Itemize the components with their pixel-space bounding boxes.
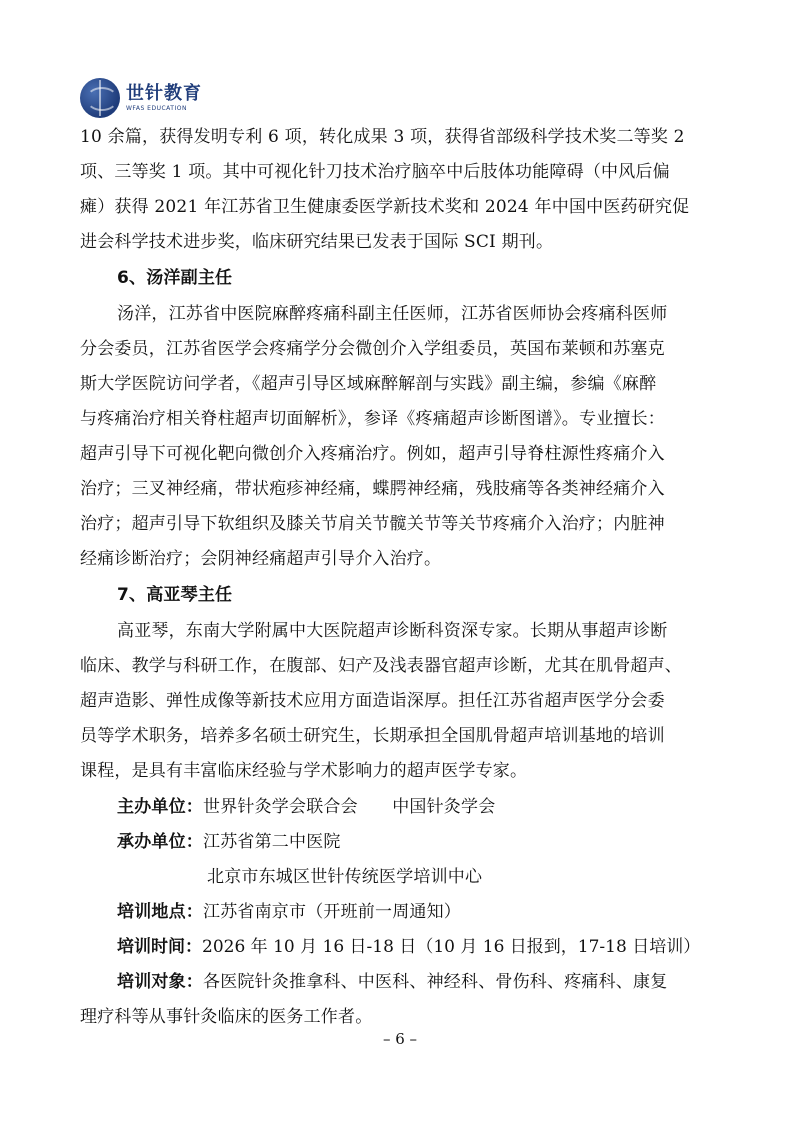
logo-subtitle: WFAS EDUCATION bbox=[126, 104, 187, 112]
time-row bbox=[117, 935, 757, 959]
body-text-line: 临床、教学与科研工作，在腹部、妇产及浅表器官超声诊断，尤其在肌骨超声、 bbox=[80, 656, 682, 676]
body-text-line: 治疗；超声引导下软组织及膝关节肩关节髋关节等关节疼痛介入治疗；内脏神 bbox=[80, 514, 665, 534]
body-text-line: 员等学术职务，培养多名硕士研究生，长期承担全国肌骨超声培训基地的培训 bbox=[80, 726, 665, 746]
location-value: 江苏省南京市（开班前一周通知） bbox=[203, 902, 461, 922]
globe-logo-icon bbox=[80, 78, 120, 118]
body-text-line: 治疗；三叉神经痛，带状疱疹神经痛，蝶腭神经痛，残肢痛等各类神经痛介入 bbox=[80, 479, 665, 499]
body-text-line: 斯大学医院访问学者，《超声引导区域麻醉解剖与实践》副主编，参编《麻醉 bbox=[80, 374, 657, 394]
body-text-line: 超声造影、弹性成像等新技术应用方面造诣深厚。担任江苏省超声医学分会委 bbox=[80, 691, 665, 711]
body-text-line: 与疼痛治疗相关脊柱超声切面解析》，参译《疼痛超声诊断图谱》。专业擅长： bbox=[80, 409, 665, 429]
body-text-line: 汤洋，江苏省中医院麻醉疼痛科副主任医师，江苏省医师协会疼痛科医师 bbox=[117, 304, 668, 324]
target-value: 各医院针灸推拿科、中医科、神经科、骨伤科、疼痛科、康复 bbox=[203, 972, 668, 992]
body-text-line: 经痛诊断治疗；会阴神经痛超声引导介入治疗。 bbox=[80, 549, 442, 569]
body-text-line: 课程，是具有丰富临床经验与学术影响力的超声医学专家。 bbox=[80, 761, 528, 781]
host-label: 主办单位： bbox=[117, 797, 203, 817]
body-text-line: 分会委员，江苏省医学会疼痛学分会微创介入学组委员，英国布莱顿和苏塞克 bbox=[80, 339, 665, 359]
page-number: – 6 – bbox=[382, 1030, 418, 1048]
body-text-line: 10 余篇，获得发明专利 6 项，转化成果 3 项，获得省部级科学技术奖二等奖 2 bbox=[80, 127, 685, 147]
time-value: 2026 年 10 月 16 日-18 日（10 月 16 日报到，17-18 日培训） bbox=[202, 937, 701, 957]
organizer-value: 江苏省第二中医院 bbox=[203, 832, 341, 852]
time-label: 培训时间： bbox=[117, 937, 202, 957]
host-value: 世界针灸学会联合会 中国针灸学会 bbox=[203, 797, 496, 817]
body-text-line: 进会科学技术进步奖，临床研究结果已发表于国际 SCI 期刊。 bbox=[80, 232, 554, 252]
organizer-value-2: 北京市东城区世针传统医学培训中心 bbox=[207, 867, 483, 887]
location-label: 培训地点： bbox=[117, 902, 203, 922]
body-text-line: 高亚琴，东南大学附属中大医院超声诊断科资深专家。长期从事超声诊断 bbox=[117, 621, 668, 641]
target-label: 培训对象： bbox=[117, 972, 203, 992]
target-value-2: 理疗科等从事针灸临床的医务工作者。 bbox=[80, 1007, 373, 1027]
logo-title: 世针教育 bbox=[126, 82, 202, 104]
location-row bbox=[117, 900, 757, 924]
organizer-row bbox=[117, 830, 757, 854]
wfas-education-logo bbox=[80, 78, 202, 118]
section-heading-gao-yaqin: 7、高亚琴主任 bbox=[117, 585, 233, 605]
section-heading-tang-yang: 6、汤洋副主任 bbox=[117, 268, 233, 288]
body-text-line: 超声引导下可视化靶向微创介入疼痛治疗。例如，超声引导脊柱源性疼痛介入 bbox=[80, 444, 665, 464]
body-text-line: 项、三等奖 1 项。其中可视化针刀技术治疗脑卒中后肢体功能障碍（中风后偏 bbox=[80, 162, 670, 182]
host-row bbox=[117, 795, 757, 819]
organizer-label: 承办单位： bbox=[117, 832, 203, 852]
target-row bbox=[117, 970, 757, 994]
body-text-line: 瘫）获得 2021 年江苏省卫生健康委医学新技术奖和 2024 年中国中医药研究促 bbox=[80, 197, 690, 217]
